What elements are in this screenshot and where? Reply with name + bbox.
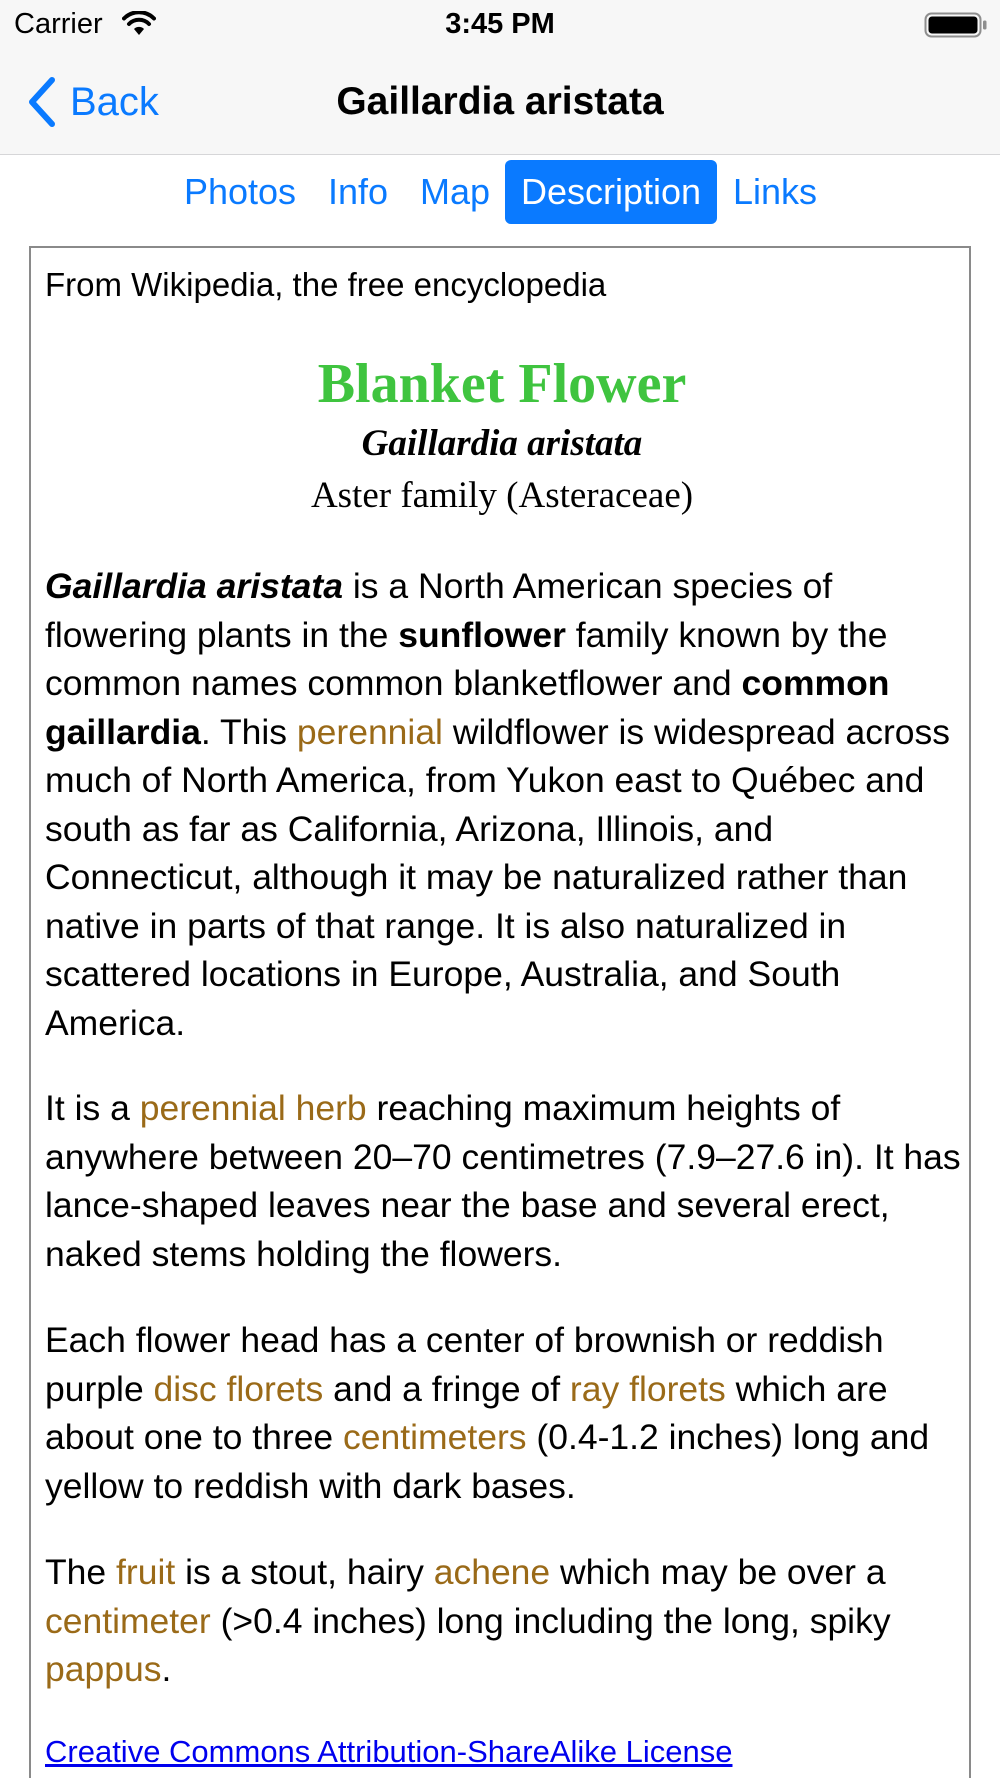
link-fruit[interactable]: fruit xyxy=(116,1552,176,1592)
tab-map[interactable]: Map xyxy=(419,171,491,212)
description-webview[interactable] xyxy=(29,246,971,1778)
segmented-tabs xyxy=(0,160,1000,224)
tab-info[interactable]: Info xyxy=(327,171,389,212)
paragraph-text: which are about one to three xyxy=(45,1368,888,1457)
tab-links[interactable]: Links xyxy=(732,171,818,212)
back-button-label: Back xyxy=(70,79,159,124)
status-bar xyxy=(0,0,1000,50)
source-note: From Wikipedia, the free encyclopedia xyxy=(45,266,607,303)
paragraph-text: . xyxy=(161,1649,172,1689)
paragraph-text: (>0.4 inches) long including the long, spiky xyxy=(210,1600,891,1641)
link-perennial[interactable]: perennial xyxy=(296,711,443,752)
link-pappus[interactable]: pappus xyxy=(45,1649,162,1689)
paragraph-text: (0.4-1.2 inches) long and yellow to reddish with dark bases. xyxy=(45,1417,930,1506)
paragraph-text: The xyxy=(45,1552,117,1592)
description-paragraph xyxy=(45,1084,965,1278)
navigation-bar xyxy=(0,50,1000,155)
link-achene[interactable]: achene xyxy=(433,1552,551,1592)
description-paragraph xyxy=(45,1316,965,1510)
paragraph-text: reaching maximum heights of anywhere between 20–70 centimetres (7.9–27.6 in). It has lance-shaped leaves near the base and several erect, naked stems holding the flowers. xyxy=(45,1088,961,1274)
species-name-text: Gaillardia aristata xyxy=(45,566,343,606)
paragraph-text: family known by the common names common blanketflower and xyxy=(45,614,888,703)
description-paragraph xyxy=(45,1548,965,1694)
paragraph-text: . This xyxy=(200,711,297,752)
status-time: 3:45 PM xyxy=(445,8,555,40)
tab-description[interactable]: Description xyxy=(505,160,717,224)
link-centimeter[interactable]: centimeter xyxy=(45,1600,211,1641)
license-link[interactable]: Creative Commons Attribution-ShareAlike License xyxy=(45,1734,733,1769)
link-centimeters[interactable]: centimeters xyxy=(343,1417,527,1457)
paragraph-text: Each flower head has a center of brownish or reddish purple xyxy=(45,1320,884,1409)
paragraph-text: which may be over a xyxy=(550,1552,886,1592)
common-name-heading: Blanket Flower xyxy=(317,353,687,415)
page-title: Gaillardia aristata xyxy=(336,80,664,123)
bold-term: common gaillardia xyxy=(45,663,890,752)
battery-icon xyxy=(924,12,988,38)
tab-photos[interactable]: Photos xyxy=(183,171,297,212)
link-disc-florets[interactable]: disc florets xyxy=(153,1368,324,1409)
description-paragraph xyxy=(45,562,965,1047)
carrier-label: Carrier xyxy=(14,8,103,40)
bold-term: sunflower xyxy=(398,614,566,655)
paragraph-text: is a North American species of flowering plants in the xyxy=(45,566,833,655)
paragraph-text: It is a xyxy=(45,1088,140,1128)
link-ray-florets[interactable]: ray florets xyxy=(569,1368,726,1409)
scientific-name: Gaillardia aristata xyxy=(361,423,643,464)
link-perennial-herb[interactable]: perennial herb xyxy=(139,1088,367,1128)
paragraph-text: is a stout, hairy xyxy=(175,1552,434,1592)
paragraph-text: wildflower is widespread across much of North America, from Yukon east to Québec and south as far as California, Arizona, Illinois, and Connecticut, although it may be naturalized rather than native in parts of that range. It is also naturalized in scattered locations in Europe, Australia, and South America. xyxy=(45,711,951,1043)
paragraph-text: and a fringe of xyxy=(323,1368,570,1409)
family-name: Aster family (Asteraceae) xyxy=(310,475,694,516)
